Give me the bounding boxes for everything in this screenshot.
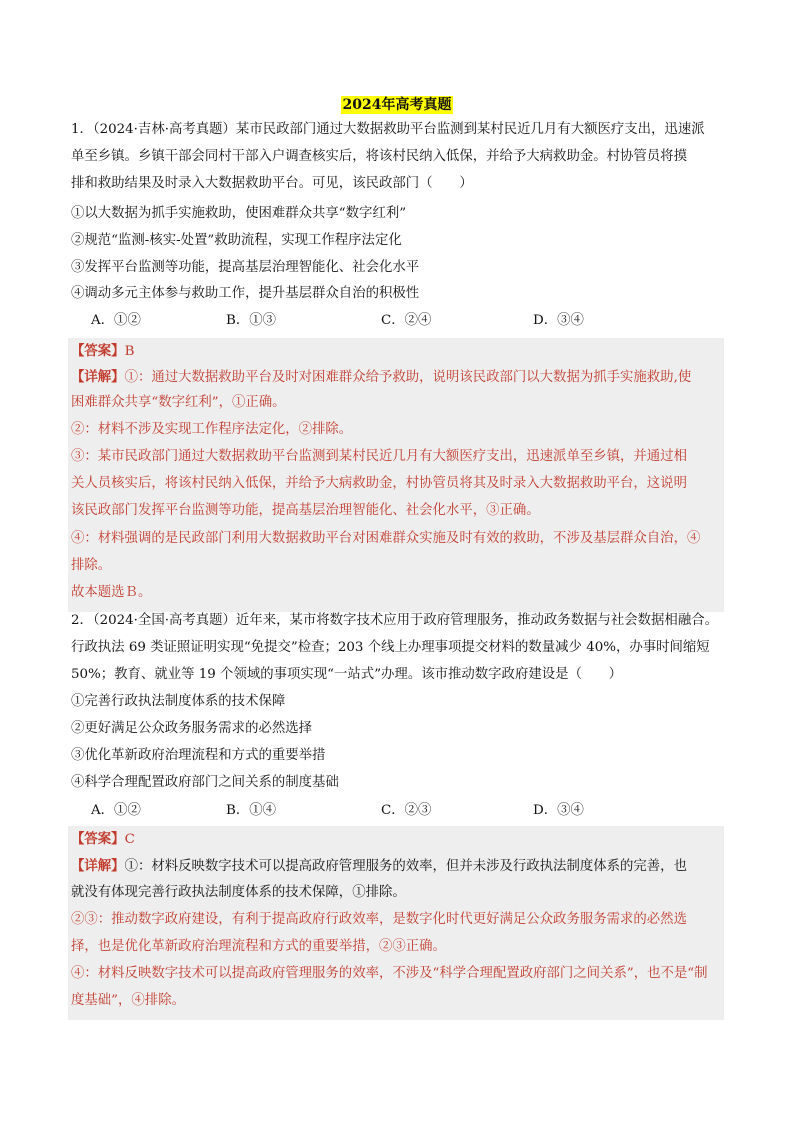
q2-detail-line: 度基础”，④排除。 <box>71 993 185 1008</box>
q2-statement: ③优化革新政府治理流程和方式的重要举措 <box>71 748 326 763</box>
q1-statement: ②规范“监测-核实-处置”救助流程，实现工作程序法定化 <box>71 233 402 248</box>
q2-detail-line: ④：材料反映数字技术可以提高政府管理服务的效率，不涉及“科学合理配置政府部门之间关系”，也不是“制 <box>71 966 708 981</box>
q1-options <box>71 311 723 331</box>
q1-detail-line: ④：材料强调的是民政部门利用大数据救助平台对困难群众实施及时有效的救助，不涉及基层群众自治，④ <box>71 531 701 546</box>
q2-statement: ①完善行政执法制度体系的技术保障 <box>71 694 286 709</box>
q1-detail-line: 该民政部门发挥平台监测等功能，提高基层治理智能化、社会化水平，③正确。 <box>71 503 540 518</box>
q1-detail-line: 关人员核实后，将该村民纳入低保，并给予大病救助金，村协管员将其及时录入大数据救助平台，这说明 <box>71 476 687 491</box>
q2-detail-line: 就没有体现完善行政执法制度体系的技术保障，①排除。 <box>71 885 406 900</box>
q2-options <box>71 801 723 821</box>
q2-stem-line: 50%；教育、就业等 19 个领域的事项实现“一站式”办理。该市推动数字政府建设是（ ） <box>71 667 623 682</box>
q2-detail-line: 择，也是优化革新政府治理流程和方式的重要举措，②③正确。 <box>71 939 446 954</box>
q2-detail-label: 【详解】 <box>71 858 125 874</box>
q1-detail-label: 【详解】 <box>71 369 125 385</box>
q2-option-c[interactable]: C．②③ <box>381 803 432 818</box>
q1-detail-line: 困难群众共享“数字红利”，①正确。 <box>71 395 286 410</box>
q2-option-d[interactable]: D．③④ <box>533 803 584 818</box>
q1-answer-label: 【答案】 <box>71 343 125 359</box>
q1-stem-line: 排和救助结果及时录入大数据救助平台。可见，该民政部门（ ） <box>71 176 473 191</box>
page-title: 2024年高考真题 <box>342 97 452 113</box>
q2-answer-value: C <box>124 832 135 847</box>
q2-answer <box>71 829 723 850</box>
q2-stem-line: 2．（2024·全国·高考真题）近年来，某市将数字技术应用于政府管理服务，推动政务数据与社会数据相融合。 <box>71 613 718 628</box>
q1-stem-line: 1．（2024·吉林·高考真题）某市民政部门通过大数据救助平台监测到某村民近几月有大额医疗支出，迅速派 <box>71 122 705 137</box>
q1-detail-line: 排除。 <box>71 558 112 573</box>
q1-detail-1 <box>71 367 723 388</box>
q1-detail-text: ①：通过大数据救助平台及时对困难群众给予救助，说明该民政部门以大数据为抓手实施救助,使 <box>124 370 692 385</box>
q1-option-c[interactable]: C．②④ <box>381 313 432 328</box>
q2-statement: ④科学合理配置政府部门之间关系的制度基础 <box>71 775 339 790</box>
q1-statement: ①以大数据为抓手实施救助，使困难群众共享“数字红利” <box>71 206 407 221</box>
q1-statement: ④调动多元主体参与救助工作，提升基层群众自治的积极性 <box>71 286 420 301</box>
q1-option-d[interactable]: D．③④ <box>533 313 584 328</box>
q1-detail-line: ②：材料不涉及实现工作程序法定化，②排除。 <box>71 422 353 437</box>
q1-option-a[interactable]: A．①② <box>91 313 141 328</box>
q1-option-b[interactable]: B．①③ <box>226 313 277 328</box>
q2-detail-1 <box>71 856 723 877</box>
q1-conclusion: 故本题选Ｂ。 <box>71 585 152 600</box>
q2-answer-label: 【答案】 <box>71 831 125 847</box>
q1-stem-line: 单至乡镇。乡镇干部会同村干部入户调查核实后，将该村民纳入低保，并给予大病救助金。村协管员将摸 <box>71 149 687 164</box>
q2-statement: ②更好满足公众政务服务需求的必然选择 <box>71 721 313 736</box>
q2-option-b[interactable]: B．①④ <box>226 803 277 818</box>
q2-detail-line: ②③：推动数字政府建设，有利于提高政府行政效率，是数字化时代更好满足公众政务服务需求的必然选 <box>71 912 687 927</box>
q2-option-a[interactable]: A．①② <box>91 803 141 818</box>
q1-answer <box>71 341 723 362</box>
q1-answer-value: B <box>124 344 135 359</box>
q1-statement: ③发挥平台监测等功能，提高基层治理智能化、社会化水平 <box>71 260 420 275</box>
q2-detail-text: ①：材料反映数字技术可以提高政府管理服务的效率，但并未涉及行政执法制度体系的完善，也 <box>124 859 687 874</box>
title-wrap <box>0 94 794 114</box>
q2-stem-line: 行政执法 69 类证照证明实现“免提交”检查；203 个线上办理事项提交材料的数量减少 40%，办事时间缩短 <box>71 640 710 655</box>
q1-detail-line: ③：某市民政部门通过大数据救助平台监测到某村民近几月有大额医疗支出，迅速派单至乡镇，并通过相 <box>71 449 687 464</box>
